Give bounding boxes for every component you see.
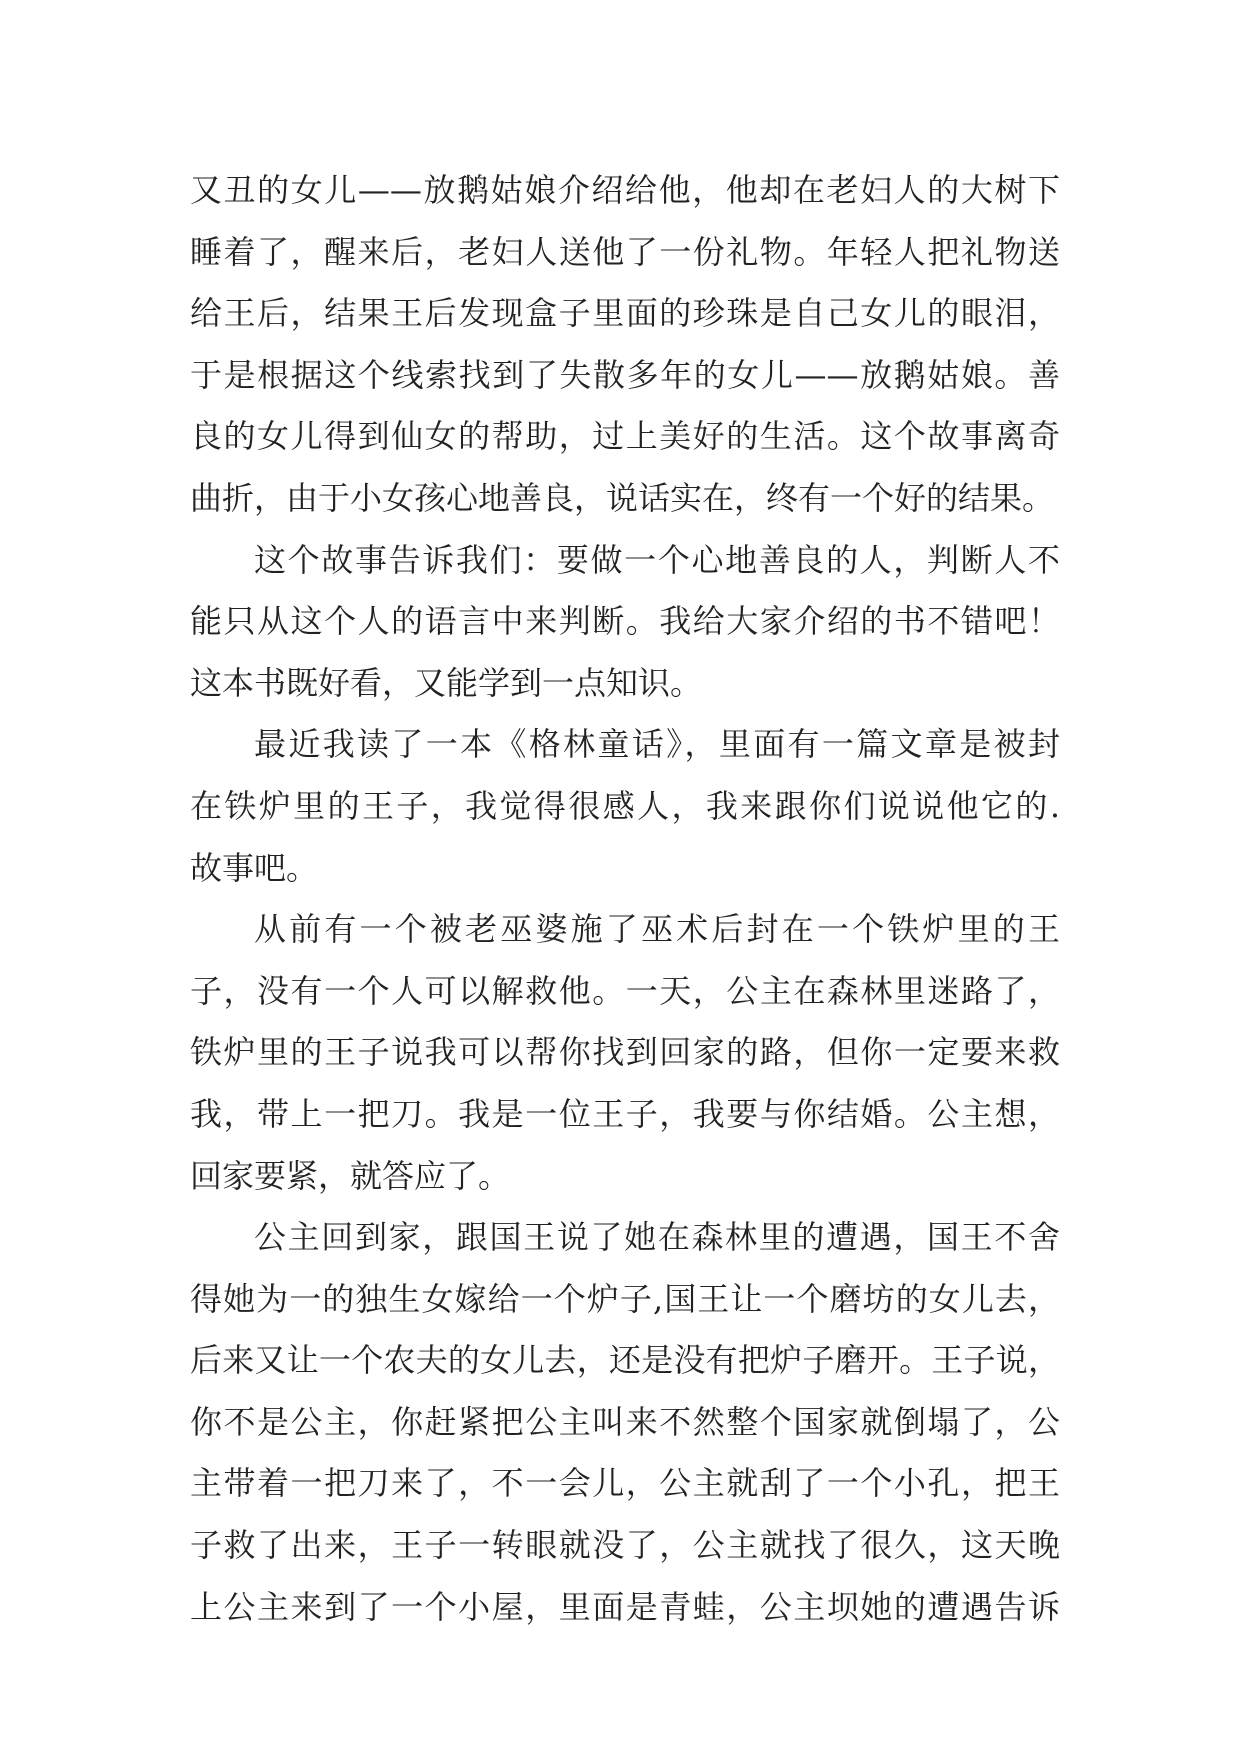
paragraph (190, 899, 1060, 1207)
text-line: 这个故事告诉我们：要做一个心地善良的人，判断人不 (254, 540, 1060, 579)
body-text (190, 160, 1060, 1638)
text-line: 你不是公主，你赶紧把公主叫来不然整个国家就倒塌了，公 (190, 1402, 1060, 1441)
text-line: 最近我读了一本《格林童话》，里面有一篇文章是被封 (254, 725, 1060, 764)
paragraph (190, 1207, 1060, 1638)
text-line: 子，没有一个人可以解救他。一天，公主在森林里迷路了， (190, 971, 1060, 1010)
text-line: 主带着一把刀来了，不一会儿，公主就刮了一个小孔，把王 (190, 1464, 1060, 1503)
text-line: 子救了出来，王子一转眼就没了，公主就找了很久，这天晚 (190, 1526, 1060, 1565)
text-line: 故事吧。 (190, 848, 319, 887)
text-line: 这本书既好看，又能学到一点知识。 (190, 663, 703, 702)
text-line: 铁炉里的王子说我可以帮你找到回家的路，但你一定要来救 (190, 1033, 1060, 1072)
text-line: 我，带上一把刀。我是一位王子，我要与你结婚。公主想， (190, 1094, 1060, 1133)
text-line: 公主回到家，跟国王说了她在森林里的遭遇，国王不舍 (254, 1218, 1060, 1257)
text-line: 又丑的女儿——放鹅姑娘介绍给他，他却在老妇人的大树下 (190, 171, 1060, 209)
text-line: 曲折，由于小女孩心地善良，说话实在，终有一个好的结果。 (190, 478, 1055, 517)
paragraph (190, 530, 1060, 715)
text-line: 后来又让一个农夫的女儿去，还是没有把炉子磨开。王子说， (190, 1341, 1060, 1380)
text-line: 回家要紧，就答应了。 (190, 1156, 511, 1195)
text-line: 得她为一的独生女嫁给一个炉子,国王让一个磨坊的女儿去， (190, 1279, 1060, 1318)
paragraph (190, 160, 1060, 530)
text-line: 上公主来到了一个小屋，里面是青蛙，公主坝她的遭遇告诉 (190, 1587, 1060, 1626)
text-line: 睡着了，醒来后，老妇人送他了一份礼物。年轻人把礼物送 (190, 232, 1060, 271)
text-line: 于是根据这个线索找到了失散多年的女儿——放鹅姑娘。善 (190, 355, 1060, 394)
text-line: 在铁炉里的王子，我觉得很感人，我来跟你们说说他它的. (190, 786, 1060, 825)
text-line: 从前有一个被老巫婆施了巫术后封在一个铁炉里的王 (254, 910, 1060, 949)
text-line: 良的女儿得到仙女的帮助，过上美好的生活。这个故事离奇 (190, 417, 1060, 456)
paragraph (190, 714, 1060, 899)
text-line: 给王后，结果王后发现盒子里面的珍珠是自己女儿的眼泪， (190, 294, 1060, 333)
text-line: 能只从这个人的语言中来判断。我给大家介绍的书不错吧！ (190, 602, 1060, 641)
